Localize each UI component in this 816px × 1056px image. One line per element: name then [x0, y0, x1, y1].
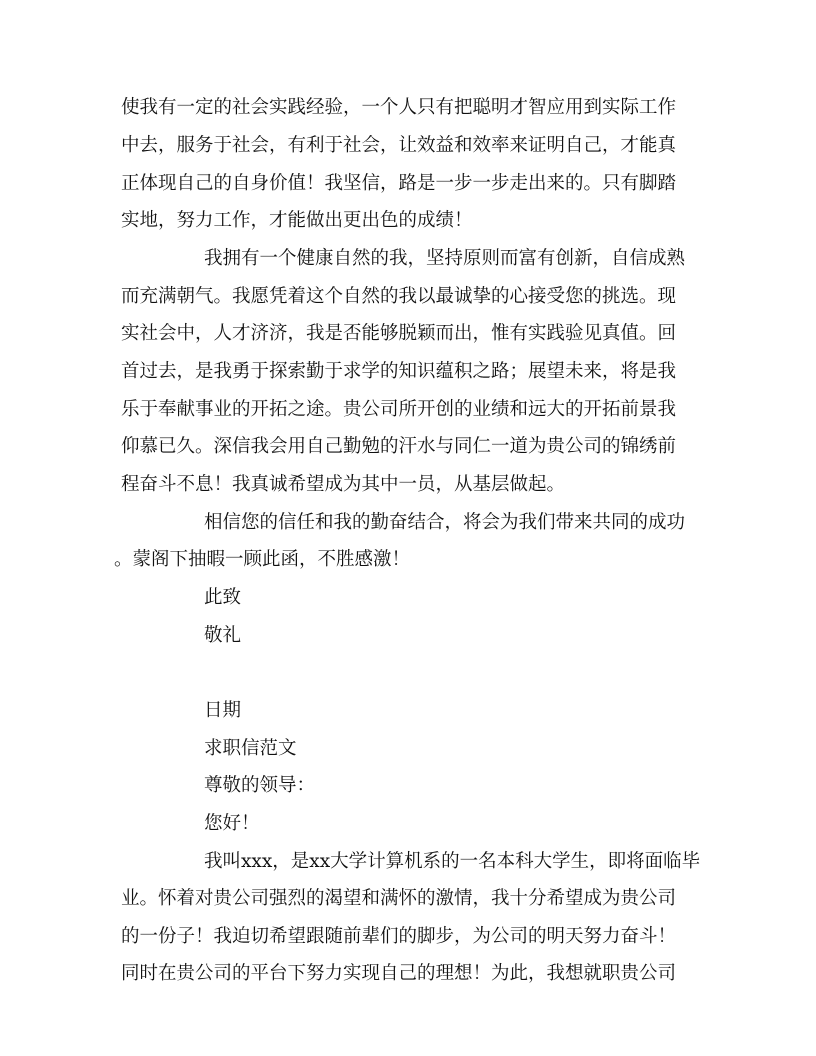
letter-greeting: 尊敬的领导：	[204, 775, 316, 796]
body-text-line: 首过去，是我勇于探索勤于求学的知识蕴积之路；展望未来，将是我	[121, 361, 677, 382]
body-text-line: 。蒙阁下抽暇一顾此函，不胜感激！	[114, 549, 411, 570]
date-label: 日期	[204, 700, 242, 721]
body-text-line: 程奋斗不息！我真诚希望成为其中一员，从基层做起。	[121, 474, 566, 495]
body-text-line: 而充满朝气。我愿凭着这个自然的我以最诚挚的心接受您的挑选。现	[121, 286, 677, 307]
body-text-line: 乐于奉献事业的开拓之途。贵公司所开创的业绩和远大的开拓前景我	[121, 399, 677, 420]
body-text-line: 的一份子！我迫切希望跟随前辈们的脚步，为公司的明天努力奋斗！	[121, 926, 677, 947]
body-text-line: 正体现自己的自身价值！我坚信，路是一步一步走出来的。只有脚踏	[121, 173, 677, 194]
body-text-line: 实社会中，人才济济，我是否能够脱颖而出，惟有实践验见真值。回	[121, 323, 677, 344]
paragraph-start-line: 相信您的信任和我的勤奋结合，将会为我们带来共同的成功	[204, 512, 686, 533]
body-text-line: 仰慕已久。深信我会用自己勤勉的汗水与同仁一道为贵公司的锦绣前	[121, 436, 677, 457]
body-text-line: 同时在贵公司的平台下努力实现自己的理想！为此，我想就职贵公司	[121, 963, 677, 984]
paragraph-start-line: 我拥有一个健康自然的我，坚持原则而富有创新，自信成熟	[204, 248, 686, 269]
body-text-line: 实地，努力工作，才能做出更出色的成绩！	[121, 210, 473, 231]
body-text-line: 使我有一定的社会实践经验，一个人只有把聪明才智应用到实际工作	[121, 97, 677, 118]
closing-regards: 敬礼	[204, 625, 242, 646]
section-title: 求职信范文	[204, 738, 297, 759]
letter-hello: 您好！	[204, 813, 260, 834]
closing-salutation: 此致	[204, 587, 242, 608]
body-text-line: 中去，服务于社会，有利于社会，让效益和效率来证明自己，才能真	[121, 135, 677, 156]
body-text-line: 业。怀着对贵公司强烈的渴望和满怀的激情，我十分希望成为贵公司	[121, 888, 677, 909]
paragraph-start-line: 我叫xxx，是xx大学计算机系的一名本科大学生，即将面临毕	[204, 851, 701, 872]
